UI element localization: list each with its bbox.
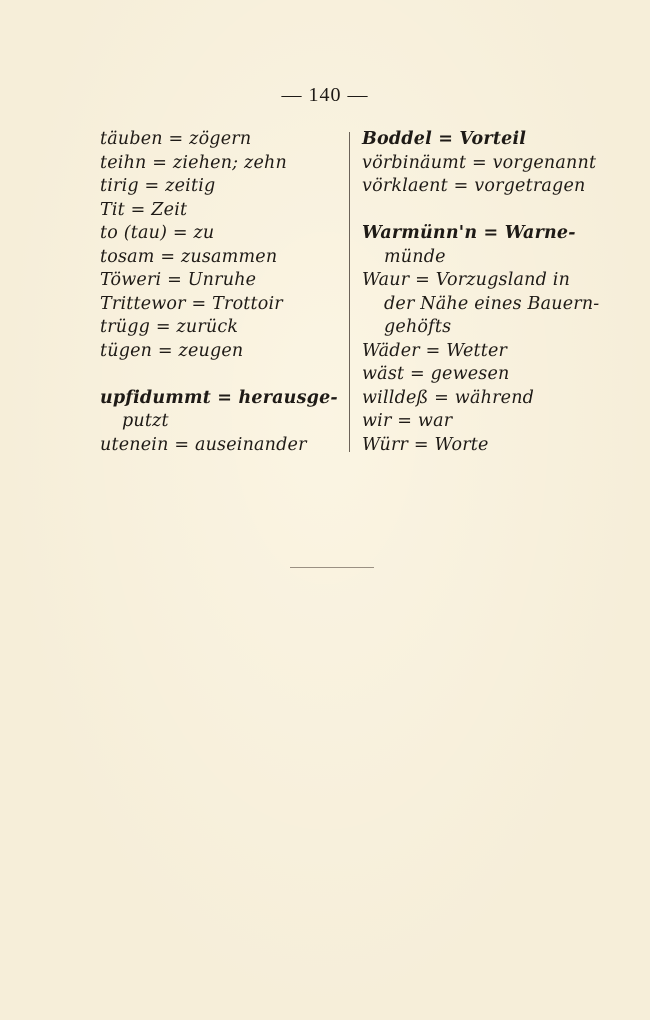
dictionary-entry: tirig = zeitig xyxy=(100,176,216,196)
dictionary-entry: willdeß = während xyxy=(362,387,535,408)
dictionary-entry-continuation: putzt xyxy=(122,411,169,431)
dictionary-entry: tügen = zeugen xyxy=(100,340,244,361)
dictionary-entry: Würr = Worte xyxy=(362,434,489,455)
dictionary-entry-continuation: gehöfts xyxy=(384,317,452,337)
dictionary-entry: Töweri = Unruhe xyxy=(100,270,257,290)
column-divider xyxy=(349,132,350,452)
left-column xyxy=(100,128,338,457)
dictionary-entry: Trittewor = Trottoir xyxy=(100,293,283,314)
dictionary-entry: Boddel = Vorteil xyxy=(362,129,527,149)
dictionary-entry-section-w: Warmünn'n = Warne- xyxy=(362,223,576,243)
right-column xyxy=(362,128,612,457)
end-rule xyxy=(290,567,374,568)
dictionary-entry: vörbinäumt = vorgenannt xyxy=(362,152,597,173)
dictionary-entry-continuation: münde xyxy=(384,246,446,267)
dictionary-entry: Waur = Vorzugsland in xyxy=(362,270,571,290)
dictionary-entry: Tit = Zeit xyxy=(100,199,188,220)
dictionary-entry: wäst = gewesen xyxy=(362,364,510,384)
dictionary-entry-continuation: der Nähe eines Bauern- xyxy=(384,293,600,314)
dictionary-entry: trügg = zurück xyxy=(100,317,239,337)
dictionary-entry: vörklaent = vorgetragen xyxy=(362,176,586,196)
dictionary-entry: Wäder = Wetter xyxy=(362,340,508,361)
dictionary-entry: utenein = auseinander xyxy=(100,434,307,455)
dictionary-entry-section-u: upfidummt = herausge- xyxy=(100,387,338,408)
dictionary-entry: täuben = zögern xyxy=(100,129,252,149)
page-number: — 140 — xyxy=(281,84,369,106)
dictionary-entry: teihn = ziehen; zehn xyxy=(100,152,287,173)
dictionary-entry: tosam = zusammen xyxy=(100,246,278,267)
dictionary-entry: to (tau) = zu xyxy=(100,223,215,243)
dictionary-entry: wir = war xyxy=(362,411,453,431)
